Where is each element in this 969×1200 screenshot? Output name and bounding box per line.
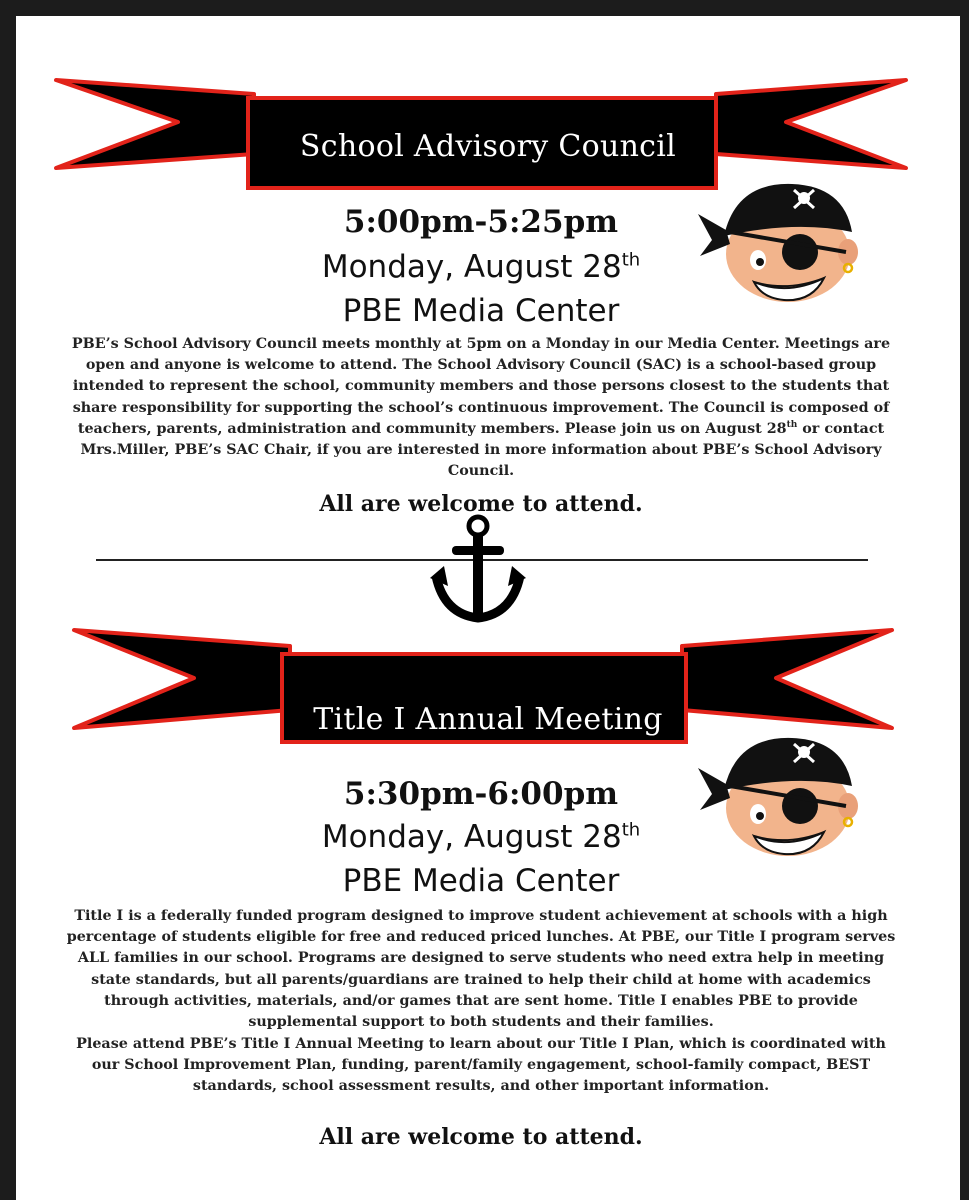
title1-time: 5:30pm-6:00pm [343,776,619,812]
title1-description: Title I is a federally funded program designed to improve student achievement at schools with a high percentage of students eligible for free and reduced priced lunches. At PBE, our Title I program serves ALL families in our school. Programs are designed to serve students who need extra help in meeting state standards, but all parents/guardians are trained to help their child at home with academics through activities, materials, and/or games that are sent home. Title I enables PBE to provide supplemental support to both students and their families. [66,908,896,1031]
anchor-icon [430,514,526,630]
sac-description-part2: or contact Mrs.Miller, PBE’s SAC Chair, if you are interested in more information about PBE’s School Advisory Council. [80,420,885,480]
sac-date-suffix: th [621,249,641,271]
sac-welcome: All are welcome to attend. [319,491,643,517]
sac-location: PBE Media Center [342,293,620,329]
sac-description-part1: PBE’s School Advisory Council meets monthly at 5pm on a Monday in our Media Center. Meetings are open and anyone is welcome to attend. The School Advisory Council (SAC) is a school-based group intended to represent the school, community members and those persons closest to the students that share responsibility for supporting the school’s continuous improvement. The Council is composed of teachers, parents, administration and community members. Please join us on August 28 [71,336,891,437]
sac-banner-title: School Advisory Council [299,129,677,164]
title1-invitation: Please attend PBE’s Title I Annual Meeting to learn about our Title I Plan, which is coordinated with our School Improvement Plan, funding, parent/family engagement, school-family compact, BEST standards, school assessment results, and other important information. [76,1036,886,1095]
sac-date-main: Monday, August 28 [321,249,622,285]
flyer-page [16,16,960,1200]
sac-description [66,334,896,482]
sac-description-sup: th [786,420,798,431]
title1-welcome: All are welcome to attend. [319,1124,643,1150]
title1-date-main: Monday, August 28 [321,819,622,855]
title1-location: PBE Media Center [342,863,620,899]
title1-date [16,819,946,855]
sac-date [16,249,946,285]
title1-date-suffix: th [621,819,641,841]
pirate-head-icon [696,174,866,308]
sac-time: 5:00pm-5:25pm [343,204,619,240]
title1-banner-title: Title I Annual Meeting [313,702,663,737]
